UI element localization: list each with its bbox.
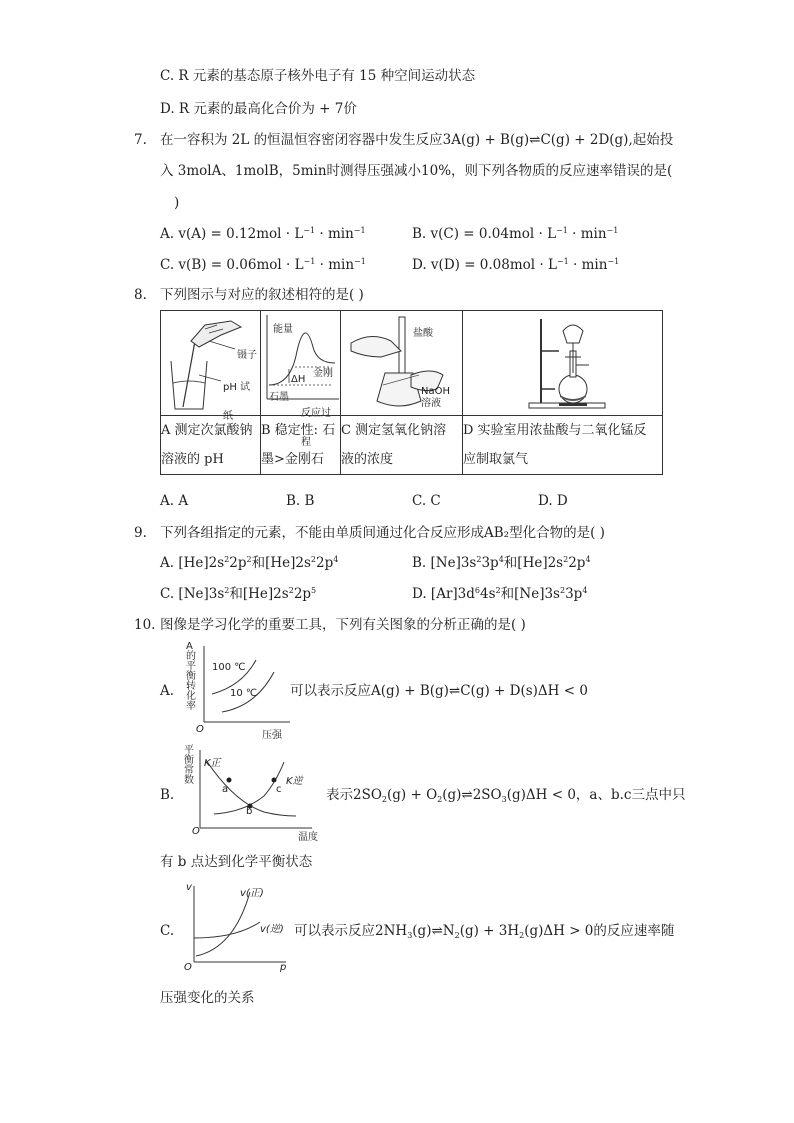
- q9-option-d: D. $[Ar]3d^64s^2$和$[Ne]3s^23p^4$: [412, 586, 588, 602]
- q8-stem: 下列图示与对应的叙述相符的是( ): [160, 287, 364, 303]
- q8-fig-c: [341, 311, 462, 415]
- q8-fig-a: [161, 311, 260, 422]
- q9-stem: 下列各组指定的元素，不能由单质间通过化合反应形成AB₂型化合物的是( ): [160, 525, 605, 541]
- q10-a-curve-100c: 100 ℃: [212, 662, 246, 673]
- q10-option-b-label: B.: [160, 787, 175, 803]
- q10-b-point-a: a: [222, 784, 229, 795]
- q7-option-a: A. $v(A) = 0.12mol \cdot L^{-1} \cdot \min^{-1}$: [160, 226, 366, 242]
- q10-b-point-b: b: [246, 806, 253, 817]
- q9-number: 9.: [134, 525, 147, 541]
- q10-a-xlabel: 压强: [262, 730, 282, 741]
- label-graphite: 石墨: [269, 392, 289, 403]
- q8-option-c: C. C: [412, 493, 441, 509]
- q9-option-c: C. $[Ne]3s^2$和$[He]2s^22p^5$: [160, 586, 317, 602]
- label-hcl: 盐酸: [413, 328, 433, 339]
- q8-cell-b: B 稳定性: 石 墨>金刚石: [261, 416, 341, 475]
- q8-cell-a: A 测定次氯酸钠 溶液的 pH: [161, 416, 261, 475]
- q10-b-point-c: c: [276, 784, 282, 795]
- label-naoh-solution: 溶液: [421, 398, 441, 409]
- q7-option-b: B. $v(C) = 0.04mol \cdot L^{-1} \cdot \min^{-1}$: [412, 226, 619, 242]
- q6-option-d: D. R 元素的最高化合价为 + 7价: [160, 101, 357, 117]
- label-ph-paper: pH 试纸: [223, 382, 251, 422]
- q10-option-a-label: A.: [160, 683, 175, 699]
- q8-figure-table: [160, 310, 663, 475]
- q10-option-b-text: 表示$2SO_2(g)$ + $O_2(g)\rightleftharpoons 2SO_3(g)\Delta H < 0$，a、b.c三点中只: [326, 787, 686, 804]
- label-reaction-progress: 反应过程: [301, 408, 331, 448]
- q7-number: 7.: [134, 132, 147, 148]
- q8-option-b: B. B: [286, 493, 315, 509]
- q7-option-c: C. $v(B) = 0.06mol \cdot L^{-1} \cdot \min^{-1}$: [160, 257, 366, 273]
- q10-b-origin: O: [192, 826, 200, 837]
- q7-option-d: D. $v(D) = 0.08mol \cdot L^{-1} \cdot \min^{-1}$: [412, 257, 620, 273]
- q10-c-v-axis: v: [186, 882, 192, 893]
- q10-c-v-forward: v(正): [240, 888, 264, 899]
- q10-number: 10.: [134, 617, 156, 633]
- q10-b-k-reverse: K逆: [286, 776, 303, 787]
- q8-fig-d: [463, 311, 662, 415]
- q10-b-ylabel: 平 衡 常 数: [184, 745, 194, 786]
- label-delta-h: ΔH: [291, 374, 306, 385]
- q10-c-origin: O: [184, 962, 192, 973]
- q10-stem: 图像是学习化学的重要工具，下列有关图象的分析正确的是( ): [160, 617, 526, 633]
- q10-option-c-label: C.: [160, 923, 175, 939]
- q8-cell-c: C 测定氢氧化钠溶 液的浓度: [341, 416, 463, 475]
- q10-c-p-axis: p: [280, 962, 287, 973]
- q8-cell-d: D 实验室用浓盐酸与二氧化锰反 应制取氯气: [463, 416, 663, 475]
- q10-b-k-forward: K正: [204, 758, 221, 769]
- q10-option-c-text: 可以表示反应$2NH_3(g)\rightleftharpoons N_2(g) + 3H_2(g)\Delta H > 0$的反应速率随: [294, 923, 675, 940]
- q10-option-b-text-cont: 有 b 点达到化学平衡状态: [160, 854, 313, 870]
- q10-a-ylabel: A 的 平 衡 转 化 率: [186, 641, 196, 712]
- q9-option-b: B. $[Ne]3s^23p^4$和$[He]2s^22p^4$: [412, 555, 591, 571]
- q10-c-v-reverse: v(逆): [260, 924, 284, 935]
- chlorine-apparatus: [463, 311, 662, 415]
- label-tweezers: 镊子: [237, 350, 257, 361]
- q10-a-origin: O: [196, 724, 204, 735]
- q8-option-d: D. D: [538, 493, 568, 509]
- label-naoh: NaOH: [421, 386, 450, 397]
- q6-option-c: C. R 元素的基态原子核外电子有 15 种空间运动状态: [160, 68, 476, 84]
- q8-number: 8.: [134, 287, 147, 303]
- label-diamond: 金刚: [313, 368, 333, 379]
- q10-b-xlabel: 温度: [298, 832, 318, 843]
- q9-option-a: A. $[He]2s^22p^2$和$[He]2s^22p^4$: [160, 555, 339, 571]
- q10-a-curve-10c: 10 ℃: [230, 688, 258, 699]
- label-energy: 能量: [273, 324, 293, 335]
- q8-option-a: A. A: [160, 493, 189, 509]
- q10-option-a-text: 可以表示反应A(g) + B(g)⇌C(g) + D(s)ΔH < 0: [290, 683, 588, 699]
- q7-stem-line2: 入 3molA、1molB，5min时测得压强减小10%，则下列各物质的反应速率错误的是(: [160, 163, 673, 179]
- q7-stem-line1: 在一容积为 2L 的恒温恒容密闭容器中发生反应3A(g) + B(g)⇌C(g) + 2D(g),起始投: [160, 132, 674, 148]
- q10-option-c-text-cont: 压强变化的关系: [160, 990, 255, 1006]
- q7-stem-line3: ): [174, 195, 180, 211]
